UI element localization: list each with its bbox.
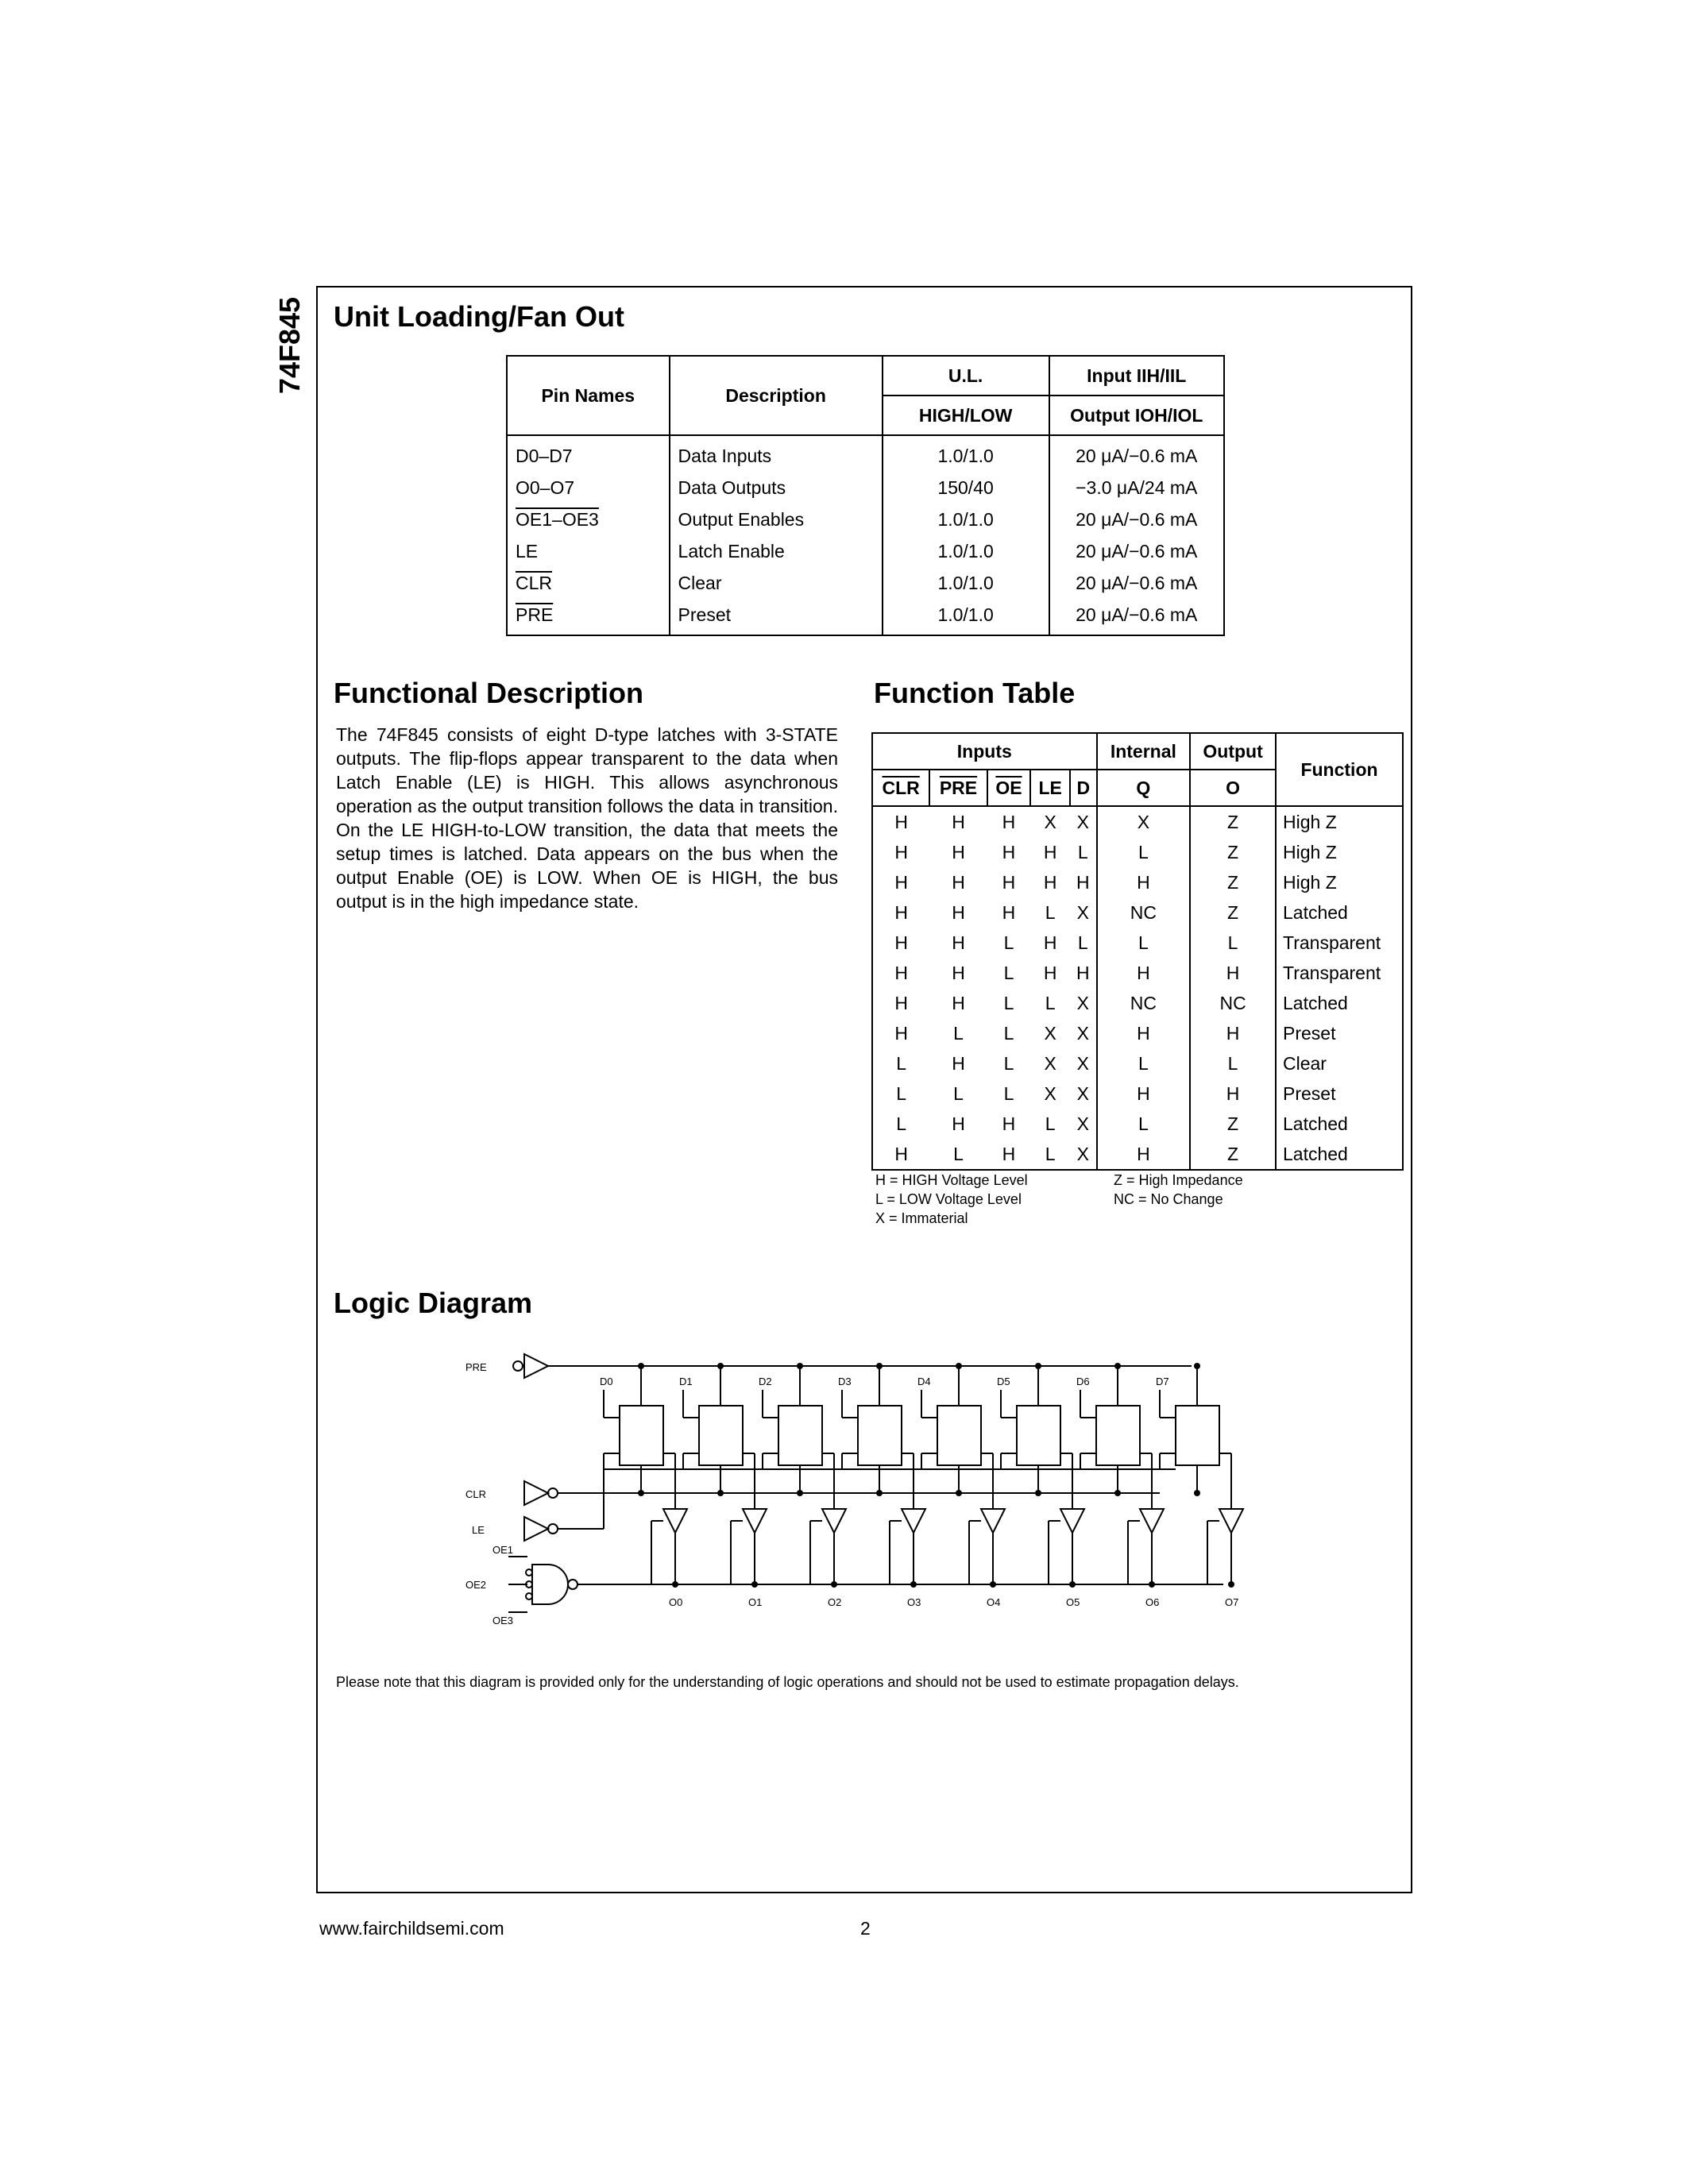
latch-box [858,1406,902,1465]
junction-dot [638,1363,644,1369]
function-col-header: $\overline{OE}$ [987,770,1031,806]
function-cell: H [1043,962,1057,983]
data-input-label: D7 [1156,1376,1169,1387]
function-cell: L [1190,928,1276,958]
junction-dot [990,1581,996,1588]
functional-description-heading: Functional Description [334,677,644,709]
function-cell: H [872,928,929,958]
data-output-label: O5 [1066,1596,1080,1608]
logic-diagram [461,1350,1271,1660]
function-col-header: $\overline{PRE}$ [929,770,987,806]
function-cell: X [1076,811,1089,832]
legend-h: H = HIGH Voltage Level [875,1172,1028,1188]
function-cell: X [1044,1052,1056,1074]
inputs-group: Inputs [872,733,1097,770]
function-cell: H [1076,871,1090,893]
function-cell: H [952,811,965,832]
junction-dot [1114,1490,1121,1496]
function-cell: L [1097,837,1191,867]
function-cell: X [1076,1082,1089,1104]
function-cell: H [1043,871,1057,893]
function-cell: Transparent [1276,958,1403,988]
data-output-label: O1 [748,1596,763,1608]
table-row [507,435,1224,472]
junction-dot [717,1490,724,1496]
output-buffer [743,1509,767,1533]
function-cell: H [1002,1113,1016,1134]
latch-box [1096,1406,1140,1465]
junction-dot [910,1581,917,1588]
table-row [507,599,1224,635]
pin-name: OE1–OE3 [507,504,670,535]
function-cell: L [872,1048,929,1078]
function-cell: High Z [1276,806,1403,837]
le-label: LE [472,1524,485,1536]
function-cell: L [1045,901,1056,923]
function-cell: H [1002,871,1016,893]
pin-description: Clear [670,567,883,599]
junction-dot [638,1490,644,1496]
output-buffer [981,1509,1005,1533]
function-cell: H [952,962,965,983]
function-cell: H [952,1113,965,1134]
latch-box [699,1406,743,1465]
function-cell: H [872,867,929,897]
col-pin-names: Pin Names [507,356,670,435]
junction-dot [1035,1363,1041,1369]
col-description: Description [670,356,883,435]
function-cell: L [953,1082,964,1104]
function-cell: X [1076,1143,1089,1164]
function-cell: L [1003,932,1014,953]
unit-load: 1.0/1.0 [883,535,1049,567]
unit-loading-heading: Unit Loading/Fan Out [334,300,624,333]
function-col-header: Q [1097,770,1191,806]
function-cell: Z [1190,897,1276,928]
function-cell: Z [1190,1109,1276,1139]
data-output-label: O6 [1145,1596,1160,1608]
junction-dot [797,1363,803,1369]
function-cell: Preset [1276,1078,1403,1109]
function-cell: H [952,901,965,923]
data-output-label: O2 [828,1596,842,1608]
data-input-label: D2 [759,1376,772,1387]
function-cell: Z [1190,1139,1276,1170]
latch-box [937,1406,981,1465]
data-input-label: D5 [997,1376,1010,1387]
legend-left [875,1171,1028,1228]
function-cell: L [872,1109,929,1139]
table-row [872,928,1403,958]
functional-description-text: The 74F845 consists of eight D-type latches with 3-STATE outputs. The flip-flops appear transparent to the data when Latch Enable (LE) is HIGH. This allows asynchronous operation as the output transition follows the data in transition. On the LE HIGH-to-LOW transition, the data that meets the setup times is latched. Data appears on the bus when the output Enable (OE) is LOW. When OE is HIGH, the bus output is in the high impedance state. [336,724,838,912]
oe2-label: OE2 [465,1579,487,1591]
junction-dot [751,1581,758,1588]
function-cell: H [952,932,965,953]
function-cell: H [872,1018,929,1048]
function-cell: H [952,871,965,893]
function-cell: L [953,1022,964,1044]
table-row [507,472,1224,504]
function-cell: NC [1097,897,1191,928]
function-cell: H [1097,1018,1191,1048]
input-output-current: 20 μA/−0.6 mA [1049,504,1224,535]
data-input-label: D4 [917,1376,931,1387]
function-cell: L [1045,992,1056,1013]
function-col: Function [1276,733,1403,806]
input-output-current: 20 μA/−0.6 mA [1049,435,1224,472]
function-cell: X [1044,1082,1056,1104]
input-output-current: 20 μA/−0.6 mA [1049,567,1224,599]
output-group: Output [1190,733,1276,770]
function-cell: X [1044,1022,1056,1044]
table-row [872,958,1403,988]
legend-z: Z = High Impedance [1114,1172,1243,1188]
unit-load: 1.0/1.0 [883,567,1049,599]
junction-dot [1035,1490,1041,1496]
function-cell: H [952,841,965,862]
function-cell: H [1002,901,1016,923]
pin-name: $\overline{PRE}$ [507,599,670,635]
table-row [872,1078,1403,1109]
internal-group: Internal [1097,733,1191,770]
function-cell: Clear [1276,1048,1403,1078]
pin-name: D0–D7 [507,435,670,472]
data-input-label: D0 [600,1376,613,1387]
function-cell: Z [1190,867,1276,897]
function-cell: H [952,1052,965,1074]
table-row [872,988,1403,1018]
unit-load: 1.0/1.0 [883,504,1049,535]
footer-url: www.fairchildsemi.com [319,1918,504,1939]
function-table [871,732,1404,1171]
output-buffer [1219,1509,1243,1533]
junction-dot [876,1490,883,1496]
table-row [872,897,1403,928]
function-cell: X [1076,1113,1089,1134]
junction-dot [956,1363,962,1369]
data-output-label: O4 [987,1596,1001,1608]
legend-x: X = Immaterial [875,1210,968,1226]
table-row [872,837,1403,867]
function-cell: H [1076,962,1090,983]
function-cell: NC [1190,988,1276,1018]
pin-description: Data Inputs [670,435,883,472]
function-cell: X [1097,806,1191,837]
function-cell: H [1043,841,1057,862]
latch-box [778,1406,822,1465]
table-row [507,535,1224,567]
function-cell: L [1097,1048,1191,1078]
table-row [872,867,1403,897]
input-output-current: −3.0 μA/24 mA [1049,472,1224,504]
unit-load: 1.0/1.0 [883,599,1049,635]
function-cell: Z [1190,837,1276,867]
function-cell: L [1003,1052,1014,1074]
function-cell: H [872,897,929,928]
oe1-label: OE1 [492,1544,514,1556]
junction-dot [672,1581,678,1588]
table-row [507,504,1224,535]
junction-dot [717,1363,724,1369]
function-cell: H [1097,1078,1191,1109]
function-cell: H [1097,1139,1191,1170]
function-table-heading: Function Table [874,677,1076,709]
junction-dot [1228,1581,1234,1588]
function-cell: L [1045,1113,1056,1134]
function-cell: Latched [1276,1139,1403,1170]
pin-description: Output Enables [670,504,883,535]
latch-box [1176,1406,1219,1465]
input-output-current: 20 μA/−0.6 mA [1049,535,1224,567]
output-buffer [1140,1509,1164,1533]
output-buffer [663,1509,687,1533]
junction-dot [1114,1363,1121,1369]
junction-dot [1194,1490,1200,1496]
function-cell: H [872,988,929,1018]
function-cell: L [1003,992,1014,1013]
function-cell: L [1190,1048,1276,1078]
pin-description: Preset [670,599,883,635]
function-cell: L [1003,1022,1014,1044]
col-ul: U.L. [883,356,1049,396]
function-cell: X [1076,1022,1089,1044]
function-cell: H [872,1139,929,1170]
col-output-sub: Output IOH/IOL [1049,396,1224,435]
function-cell: H [1002,841,1016,862]
pin-name: $\overline{CLR}$ [507,567,670,599]
function-cell: H [1190,1018,1276,1048]
function-cell: X [1076,901,1089,923]
side-title: 74F845 [273,296,306,395]
legend-right [1114,1171,1243,1209]
pin-name: O0–O7 [507,472,670,504]
function-cell: L [1077,841,1088,862]
data-output-label: O7 [1225,1596,1239,1608]
function-cell: High Z [1276,867,1403,897]
function-cell: Preset [1276,1018,1403,1048]
junction-dot [1069,1581,1076,1588]
output-buffer [822,1509,846,1533]
function-cell: H [1097,867,1191,897]
junction-dot [1149,1581,1155,1588]
function-cell: H [952,992,965,1013]
oe3-label: OE3 [492,1615,514,1626]
function-cell: L [1045,1143,1056,1164]
table-row [507,567,1224,599]
function-cell: X [1044,811,1056,832]
function-cell: H [1097,958,1191,988]
col-ul-sub: HIGH/LOW [883,396,1049,435]
function-cell: L [1097,928,1191,958]
input-output-current: 20 μA/−0.6 mA [1049,599,1224,635]
table-row [872,1139,1403,1170]
clr-label: CLR [465,1488,487,1500]
function-cell: H [872,806,929,837]
junction-dot [956,1490,962,1496]
col-input: Input IIH/IIL [1049,356,1224,396]
function-cell: Transparent [1276,928,1403,958]
footer-page-number: 2 [860,1918,871,1939]
function-cell: L [1097,1109,1191,1139]
legend-nc: NC = No Change [1114,1191,1223,1207]
function-cell: Latched [1276,1109,1403,1139]
data-output-label: O0 [669,1596,683,1608]
legend-l: L = LOW Voltage Level [875,1191,1022,1207]
junction-dot [797,1490,803,1496]
function-cell: H [1002,1143,1016,1164]
function-cell: H [1190,1078,1276,1109]
latch-box [1017,1406,1060,1465]
pre-label: PRE [465,1361,487,1373]
unit-load: 150/40 [883,472,1049,504]
latch-box [620,1406,663,1465]
pin-description: Latch Enable [670,535,883,567]
function-cell: Z [1190,806,1276,837]
function-cell: X [1076,992,1089,1013]
function-cell: H [1043,932,1057,953]
function-cell: H [872,958,929,988]
function-cell: Latched [1276,897,1403,928]
function-cell: NC [1097,988,1191,1018]
function-col-header: LE [1030,770,1070,806]
data-input-label: D1 [679,1376,693,1387]
data-input-label: D6 [1076,1376,1090,1387]
output-buffer [1060,1509,1084,1533]
function-cell: L [1003,1082,1014,1104]
data-input-label: D3 [838,1376,852,1387]
table-row [872,1109,1403,1139]
table-row [872,1048,1403,1078]
junction-dot [831,1581,837,1588]
unit-loading-table [506,355,1225,636]
function-cell: L [1077,932,1088,953]
function-cell: L [953,1143,964,1164]
function-cell: L [1003,962,1014,983]
function-col-header: O [1190,770,1276,806]
function-col-header: $\overline{CLR}$ [872,770,929,806]
function-cell: H [1190,958,1276,988]
function-cell: Latched [1276,988,1403,1018]
pin-description: Data Outputs [670,472,883,504]
function-cell: H [872,837,929,867]
logic-diagram-heading: Logic Diagram [334,1287,533,1319]
unit-load: 1.0/1.0 [883,435,1049,472]
pin-name: LE [507,535,670,567]
function-cell: H [1002,811,1016,832]
output-buffer [902,1509,925,1533]
function-cell: High Z [1276,837,1403,867]
table-row [872,806,1403,837]
function-cell: X [1076,1052,1089,1074]
junction-dot [876,1363,883,1369]
junction-dot [1194,1363,1200,1369]
function-cell: L [872,1078,929,1109]
diagram-note: Please note that this diagram is provided only for the understanding of logic operations and should not be used to estimate propagation delays. [336,1674,1239,1690]
table-row [872,1018,1403,1048]
function-col-header: D [1070,770,1097,806]
data-output-label: O3 [907,1596,921,1608]
